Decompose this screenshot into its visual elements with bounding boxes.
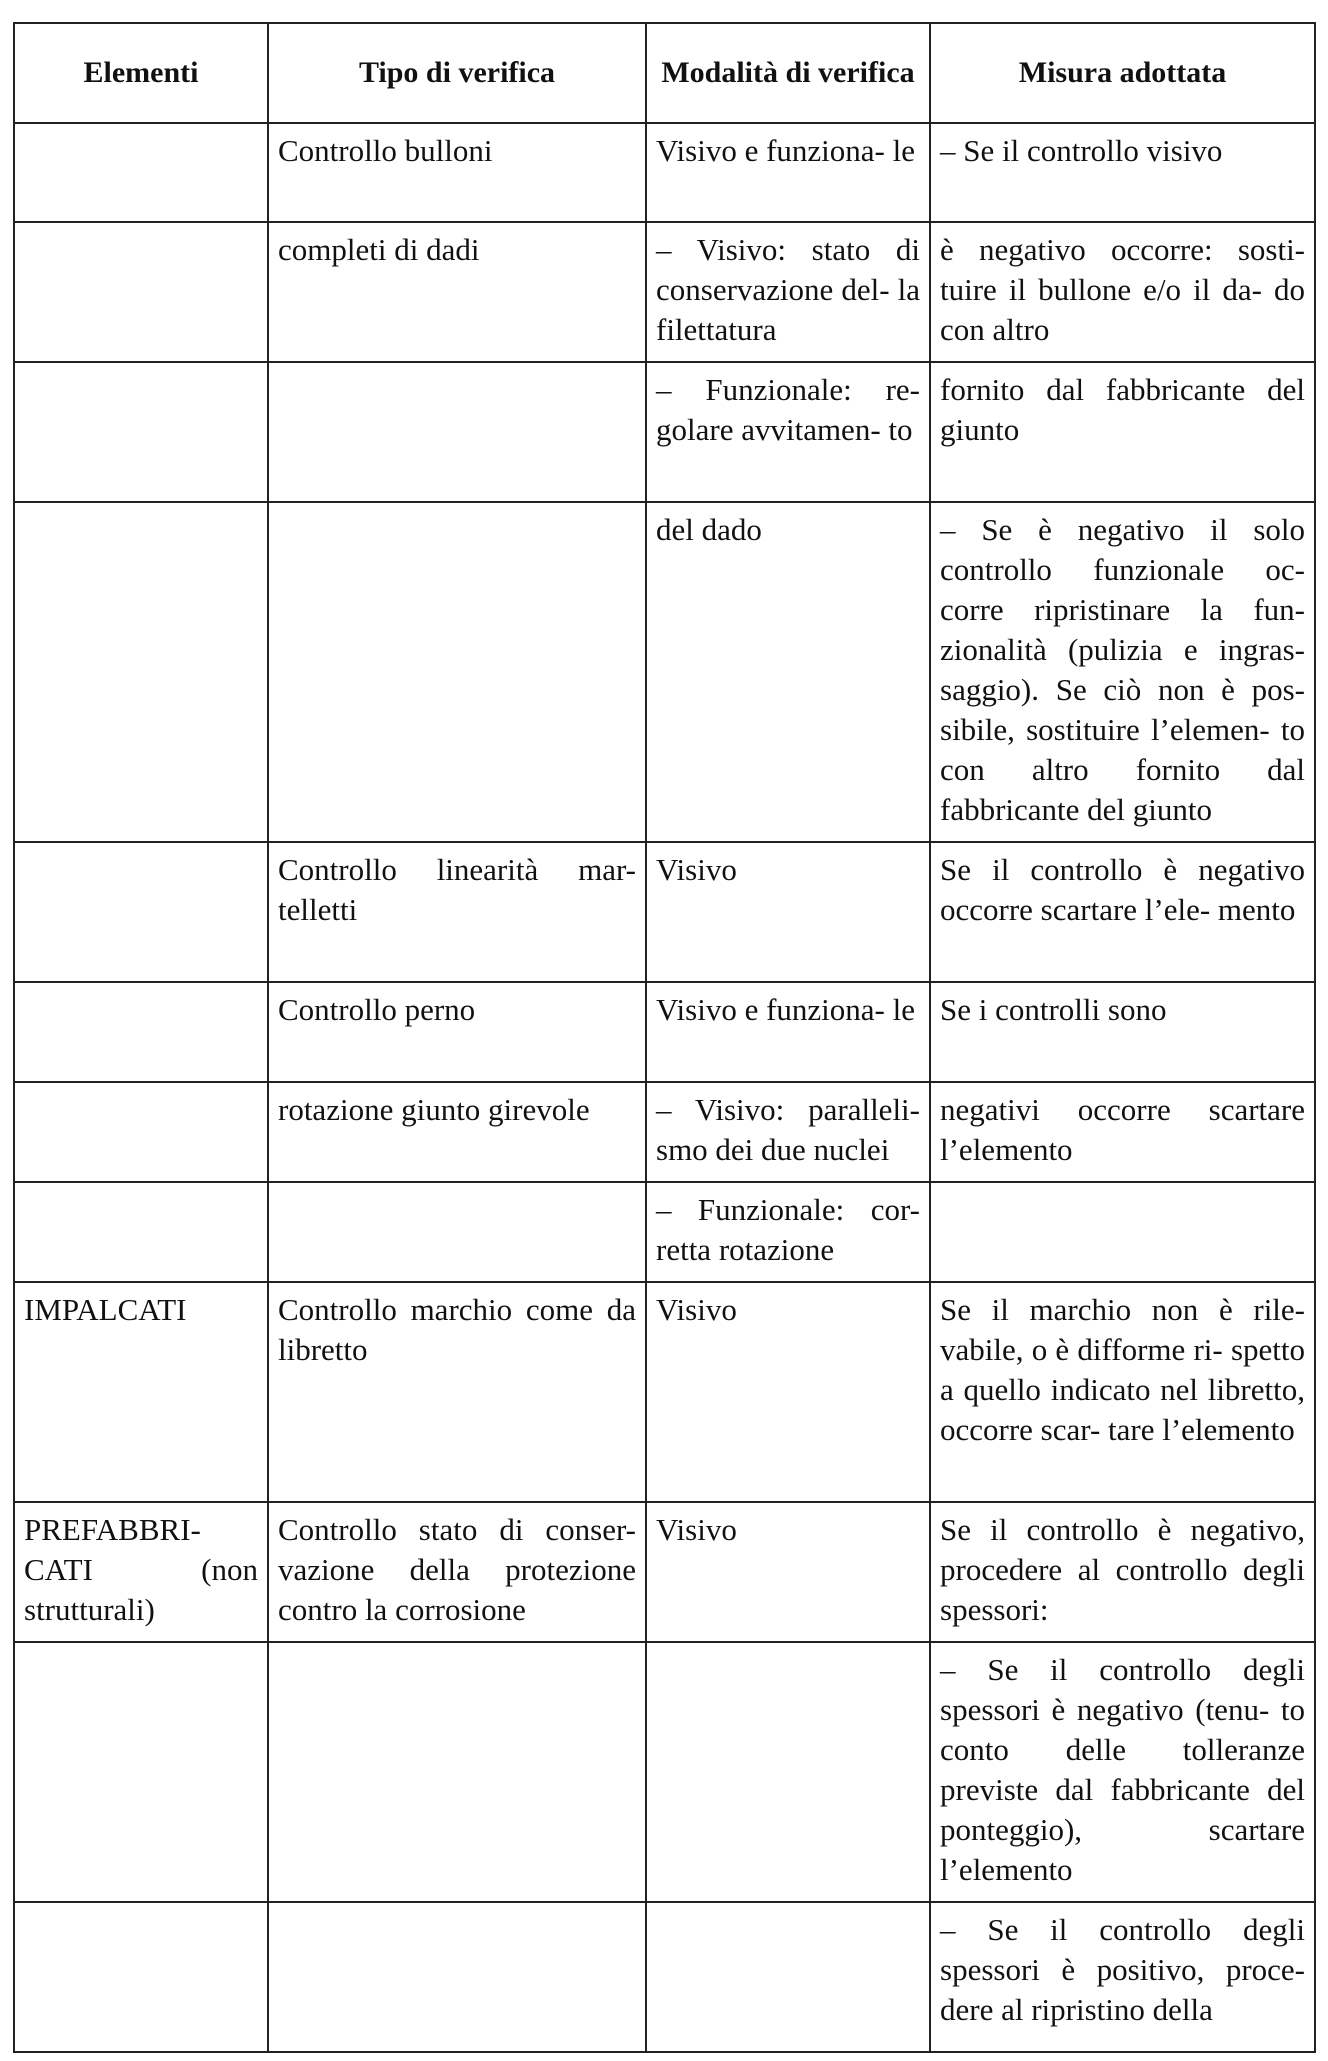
cell-misura: [930, 1182, 1315, 1282]
header-tipo-verifica: Tipo di verifica: [268, 23, 646, 123]
header-elementi: Elementi: [14, 23, 268, 123]
cell-tipo-verifica: Controllo perno: [268, 982, 646, 1082]
table-row: [14, 1182, 1315, 1282]
cell-tipo-verifica: Controllo bulloni: [268, 123, 646, 222]
cell-elementi: [14, 123, 268, 222]
table-row: [14, 1282, 1315, 1502]
cell-tipo-verifica: [268, 1902, 646, 2052]
cell-modalita: Visivo e funziona- le: [646, 123, 930, 222]
cell-misura: Se i controlli sono: [930, 982, 1315, 1082]
cell-misura: – Se il controllo visivo: [930, 123, 1315, 222]
cell-modalita: del dado: [646, 502, 930, 842]
cell-tipo-verifica: Controllo stato di conser- vazione della protezione contro la corrosione: [268, 1502, 646, 1642]
cell-misura: negativi occorre scartare l’elemento: [930, 1082, 1315, 1182]
cell-misura: Se il controllo è negativo, procedere al controllo degli spessori:: [930, 1502, 1315, 1642]
header-modalita-verifica: Modalità di verifica: [646, 23, 930, 123]
cell-modalita: – Visivo: paralleli- smo dei due nuclei: [646, 1082, 930, 1182]
table-row: [14, 222, 1315, 362]
cell-modalita: [646, 1642, 930, 1902]
cell-elementi: IMPALCATI: [14, 1282, 268, 1502]
cell-elementi: [14, 222, 268, 362]
cell-elementi: PREFABBRI- CATI (non strutturali): [14, 1502, 268, 1642]
cell-misura: – Se il controllo degli spessori è positivo, proce- dere al ripristino della: [930, 1902, 1315, 2052]
verification-table: [13, 22, 1316, 2053]
cell-modalita: – Funzionale: re- golare avvitamen- to: [646, 362, 930, 502]
cell-misura: è negativo occorre: sosti- tuire il bullone e/o il da- do con altro: [930, 222, 1315, 362]
cell-tipo-verifica: [268, 1182, 646, 1282]
cell-misura: – Se il controllo degli spessori è negativo (tenu- to conto delle tolleranze previste dal fabbricante del ponteggio), scartare l’elemento: [930, 1642, 1315, 1902]
cell-tipo-verifica: completi di dadi: [268, 222, 646, 362]
cell-modalita: Visivo: [646, 1282, 930, 1502]
cell-modalita: Visivo: [646, 842, 930, 982]
cell-modalita: Visivo e funziona- le: [646, 982, 930, 1082]
table-row: [14, 502, 1315, 842]
table-row: [14, 842, 1315, 982]
cell-tipo-verifica: [268, 1642, 646, 1902]
cell-elementi: [14, 1642, 268, 1902]
table-header-row: [14, 23, 1315, 123]
cell-misura: fornito dal fabbricante del giunto: [930, 362, 1315, 502]
cell-elementi: [14, 1182, 268, 1282]
cell-elementi: [14, 982, 268, 1082]
cell-tipo-verifica: Controllo marchio come da libretto: [268, 1282, 646, 1502]
cell-tipo-verifica: [268, 362, 646, 502]
cell-elementi: [14, 502, 268, 842]
cell-misura: Se il marchio non è rile- vabile, o è difforme ri- spetto a quello indicato nel libretto, occorre scar- tare l’elemento: [930, 1282, 1315, 1502]
table-row: [14, 1642, 1315, 1902]
cell-misura: Se il controllo è negativo occorre scartare l’ele- mento: [930, 842, 1315, 982]
table-row: [14, 1082, 1315, 1182]
table-row: [14, 1502, 1315, 1642]
table-row: [14, 982, 1315, 1082]
cell-elementi: [14, 362, 268, 502]
cell-modalita: – Visivo: stato di conservazione del- la filettatura: [646, 222, 930, 362]
cell-elementi: [14, 1902, 268, 2052]
cell-modalita: – Funzionale: cor- retta rotazione: [646, 1182, 930, 1282]
header-misura-adottata: Misura adottata: [930, 23, 1315, 123]
cell-elementi: [14, 842, 268, 982]
cell-tipo-verifica: rotazione giunto girevole: [268, 1082, 646, 1182]
cell-tipo-verifica: [268, 502, 646, 842]
cell-tipo-verifica: Controllo linearità mar- telletti: [268, 842, 646, 982]
table-row: [14, 1902, 1315, 2052]
cell-modalita: [646, 1902, 930, 2052]
cell-misura: – Se è negativo il solo controllo funzionale oc- corre ripristinare la fun- zionalità (pulizia e ingras- saggio). Se ciò non è pos- sibile, sostituire l’elemen- to con altro fornito dal fabbricante del giunto: [930, 502, 1315, 842]
cell-elementi: [14, 1082, 268, 1182]
cell-modalita: Visivo: [646, 1502, 930, 1642]
table-row: [14, 123, 1315, 222]
table-row: [14, 362, 1315, 502]
